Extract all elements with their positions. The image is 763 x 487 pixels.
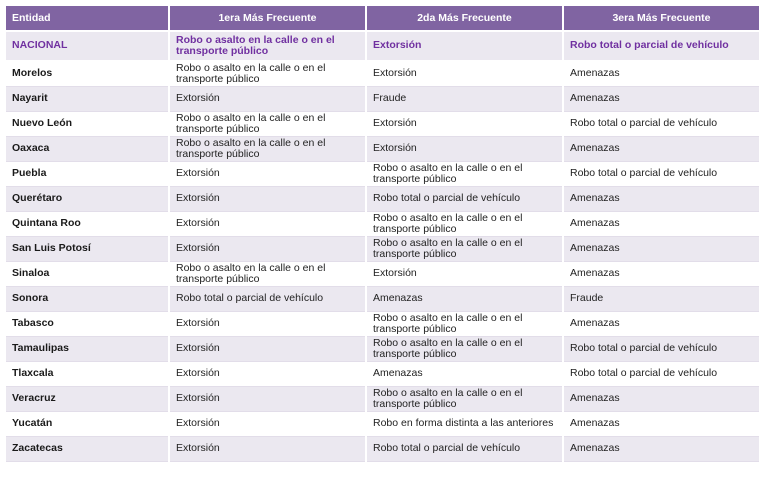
state-cell: Morelos (6, 61, 169, 87)
state-cell: Yucatán (6, 412, 169, 437)
table-row (6, 337, 760, 362)
nacional-row (6, 31, 760, 61)
first-frequent-cell: Extorsión (169, 362, 366, 387)
header-first-frequent: 1era Más Frecuente (169, 6, 366, 31)
first-frequent-cell: Extorsión (169, 312, 366, 337)
first-frequent-cell: Extorsión (169, 187, 366, 212)
second-frequent-cell: Robo total o parcial de vehículo (366, 187, 563, 212)
table-row (6, 437, 760, 462)
third-frequent-cell: Amenazas (563, 87, 760, 112)
state-cell: Querétaro (6, 187, 169, 212)
table-row (6, 287, 760, 312)
first-frequent-cell: Robo total o parcial de vehículo (169, 287, 366, 312)
first-frequent-cell: Extorsión (169, 437, 366, 462)
state-cell: Sinaloa (6, 262, 169, 287)
state-cell: Nuevo León (6, 112, 169, 137)
table-row (6, 137, 760, 162)
third-frequent-cell: Fraude (563, 287, 760, 312)
nacional-third: Robo total o parcial de vehículo (563, 31, 760, 61)
table-row (6, 362, 760, 387)
third-frequent-cell: Amenazas (563, 387, 760, 412)
nacional-second: Extorsión (366, 31, 563, 61)
first-frequent-cell: Extorsión (169, 387, 366, 412)
first-frequent-cell: Extorsión (169, 212, 366, 237)
third-frequent-cell: Amenazas (563, 412, 760, 437)
second-frequent-cell: Robo en forma distinta a las anteriores (366, 412, 563, 437)
crime-frequency-table (6, 6, 761, 462)
crime-frequency-table-container (6, 6, 760, 462)
second-frequent-cell: Robo o asalto en la calle o en el transporte público (366, 387, 563, 412)
third-frequent-cell: Robo total o parcial de vehículo (563, 362, 760, 387)
state-cell: Oaxaca (6, 137, 169, 162)
first-frequent-cell: Robo o asalto en la calle o en el transporte público (169, 262, 366, 287)
third-frequent-cell: Amenazas (563, 237, 760, 262)
nacional-entidad: NACIONAL (6, 31, 169, 61)
second-frequent-cell: Robo total o parcial de vehículo (366, 437, 563, 462)
header-entidad: Entidad (6, 6, 169, 31)
table-row (6, 187, 760, 212)
state-cell: Zacatecas (6, 437, 169, 462)
state-cell: Quintana Roo (6, 212, 169, 237)
third-frequent-cell: Robo total o parcial de vehículo (563, 112, 760, 137)
first-frequent-cell: Robo o asalto en la calle o en el transporte público (169, 112, 366, 137)
first-frequent-cell: Robo o asalto en la calle o en el transporte público (169, 137, 366, 162)
second-frequent-cell: Robo o asalto en la calle o en el transporte público (366, 237, 563, 262)
second-frequent-cell: Extorsión (366, 262, 563, 287)
table-row (6, 387, 760, 412)
state-cell: Tlaxcala (6, 362, 169, 387)
third-frequent-cell: Amenazas (563, 61, 760, 87)
nacional-first: Robo o asalto en la calle o en el transporte público (169, 31, 366, 61)
third-frequent-cell: Amenazas (563, 187, 760, 212)
table-row (6, 237, 760, 262)
third-frequent-cell: Amenazas (563, 437, 760, 462)
second-frequent-cell: Amenazas (366, 362, 563, 387)
first-frequent-cell: Extorsión (169, 162, 366, 187)
header-third-frequent: 3era Más Frecuente (563, 6, 760, 31)
third-frequent-cell: Amenazas (563, 137, 760, 162)
second-frequent-cell: Extorsión (366, 137, 563, 162)
first-frequent-cell: Extorsión (169, 337, 366, 362)
second-frequent-cell: Amenazas (366, 287, 563, 312)
first-frequent-cell: Extorsión (169, 412, 366, 437)
third-frequent-cell: Amenazas (563, 212, 760, 237)
table-row (6, 312, 760, 337)
second-frequent-cell: Extorsión (366, 61, 563, 87)
state-cell: Veracruz (6, 387, 169, 412)
second-frequent-cell: Fraude (366, 87, 563, 112)
second-frequent-cell: Robo o asalto en la calle o en el transporte público (366, 212, 563, 237)
header-second-frequent: 2da Más Frecuente (366, 6, 563, 31)
state-cell: Tamaulipas (6, 337, 169, 362)
first-frequent-cell: Extorsión (169, 237, 366, 262)
table-row (6, 87, 760, 112)
third-frequent-cell: Robo total o parcial de vehículo (563, 162, 760, 187)
state-cell: Nayarit (6, 87, 169, 112)
table-row (6, 412, 760, 437)
state-cell: Puebla (6, 162, 169, 187)
second-frequent-cell: Robo o asalto en la calle o en el transporte público (366, 162, 563, 187)
table-row (6, 162, 760, 187)
table-row (6, 262, 760, 287)
first-frequent-cell: Robo o asalto en la calle o en el transporte público (169, 61, 366, 87)
third-frequent-cell: Amenazas (563, 312, 760, 337)
first-frequent-cell: Extorsión (169, 87, 366, 112)
second-frequent-cell: Robo o asalto en la calle o en el transporte público (366, 312, 563, 337)
table-row (6, 61, 760, 87)
state-cell: Tabasco (6, 312, 169, 337)
second-frequent-cell: Robo o asalto en la calle o en el transporte público (366, 337, 563, 362)
table-row (6, 112, 760, 137)
state-cell: San Luis Potosí (6, 237, 169, 262)
state-cell: Sonora (6, 287, 169, 312)
second-frequent-cell: Extorsión (366, 112, 563, 137)
third-frequent-cell: Amenazas (563, 262, 760, 287)
table-row (6, 212, 760, 237)
header-row (6, 6, 760, 31)
third-frequent-cell: Robo total o parcial de vehículo (563, 337, 760, 362)
